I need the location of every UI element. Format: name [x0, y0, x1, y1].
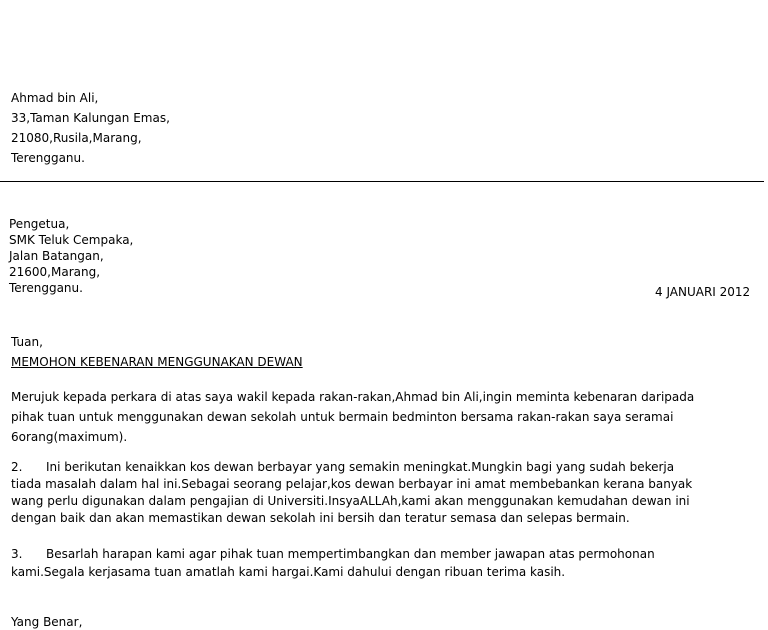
paragraph-number: 3.: [11, 547, 23, 561]
paragraph-first-line: [11, 545, 711, 563]
letter-date: 4 JANUARI 2012: [655, 285, 751, 299]
recipient-line: SMK Teluk Cempaka,: [9, 233, 134, 247]
paragraph-line: pihak tuan untuk menggunakan dewan sekolah untuk bermain bedminton bersama rakan-rakan saya seramai: [11, 410, 674, 424]
sender-line: Terengganu.: [11, 151, 85, 165]
paragraph-line: kami.Segala kerjasama tuan amatlah kami hargai.Kami dahului dengan ribuan terima kasih.: [11, 565, 566, 579]
recipient-line: Pengetua,: [9, 217, 70, 231]
paragraph-3: [11, 545, 711, 581]
paragraph-2: [11, 459, 711, 527]
salutation: Tuan,: [11, 335, 43, 349]
sender-line: Ahmad bin Ali,: [11, 91, 99, 105]
paragraph-line: 6orang(maximum).: [11, 430, 128, 444]
paragraph-line: wang perlu digunakan dalam pengajian di Universiti.InsyaALLAh,kami akan menggunakan kemudahan dewan ini: [11, 494, 690, 508]
recipient-line: Jalan Batangan,: [9, 249, 104, 263]
sender-line: 33,Taman Kalungan Emas,: [11, 111, 170, 125]
closing: Yang Benar,: [11, 615, 83, 629]
paragraph-line: Besarlah harapan kami agar pihak tuan mempertimbangkan dan member jawapan atas permohonan: [46, 547, 655, 561]
recipient-address: [9, 216, 133, 296]
divider-line: [0, 181, 764, 182]
paragraph-line: tiada masalah dalam hal ini.Sebagai seorang pelajar,kos dewan berbayar ini amat membebankan kerana banyak: [11, 477, 693, 491]
paragraph-line: Ini berikutan kenaikkan kos dewan berbayar yang semakin meningkat.Mungkin bagi yang sudah bekerja: [46, 460, 675, 474]
paragraph-1: [11, 387, 711, 447]
paragraph-line: dengan baik dan akan memastikan dewan sekolah ini bersih dan teratur semasa dan selepas bermain.: [11, 511, 630, 525]
sender-line: 21080,Rusila,Marang,: [11, 131, 142, 145]
sender-address: [11, 88, 170, 168]
recipient-line: 21600,Marang,: [9, 265, 101, 279]
recipient-line: Terengganu.: [9, 281, 83, 295]
subject-title: MEMOHON KEBENARAN MENGGUNAKAN DEWAN: [11, 355, 303, 369]
paragraph-number: 2.: [11, 460, 23, 474]
paragraph-line: Merujuk kepada perkara di atas saya wakil kepada rakan-rakan,Ahmad bin Ali,ingin meminta kebenaran daripada: [11, 390, 695, 404]
paragraph-first-line: [11, 459, 711, 476]
